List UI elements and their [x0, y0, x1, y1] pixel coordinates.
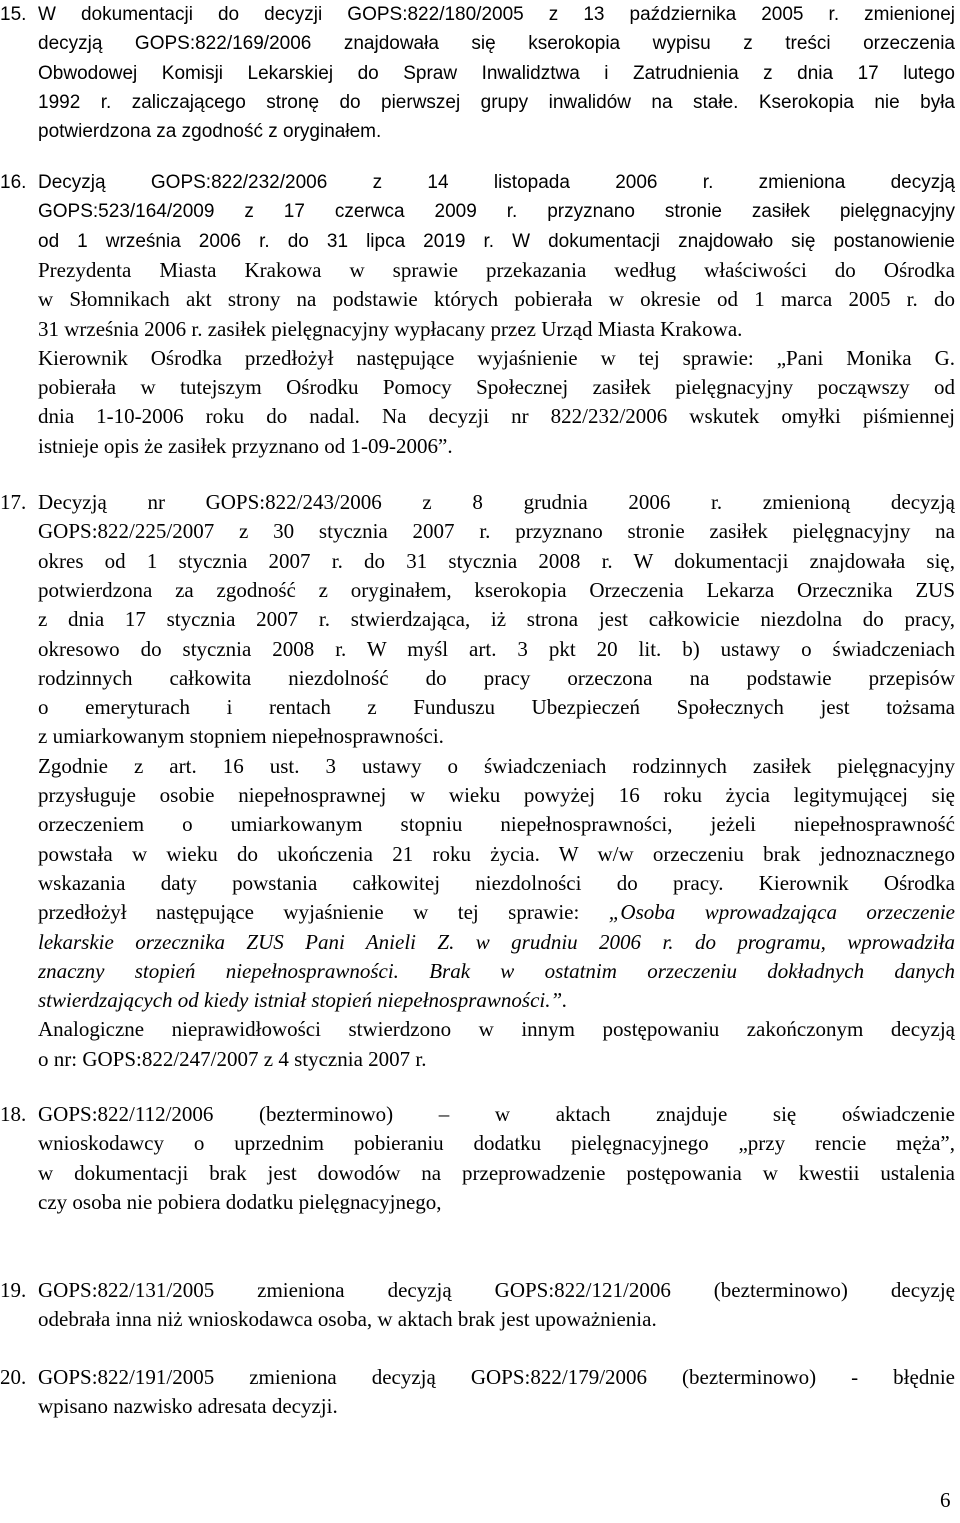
text-line	[38, 1276, 955, 1305]
line-text: od 1 września 2006 r. do 31 lipca 2019 r. W dokumentacji znajdowało się postanowienie	[38, 230, 955, 252]
text-line	[38, 635, 955, 664]
text-line	[38, 693, 955, 722]
line-text: w Słomnikach akt strony na podstawie których pobierała w okresie od 1 marca 2005 r. do	[38, 287, 955, 312]
text-line	[38, 1129, 955, 1158]
text-line	[38, 117, 955, 146]
line-text: istnieje opis że zasiłek przyznano od 1-09-2006”.	[38, 433, 453, 458]
line-text: orzeczeniem o umiarkowanym stopniu niepełnosprawności, jeżeli niepełnosprawność	[38, 812, 955, 837]
line-text: Analogiczne nieprawidłowości stwierdzono w innym postępowaniu zakończonym decyzją	[38, 1017, 955, 1042]
text-line	[38, 1188, 955, 1217]
line-text: GOPS:822/112/2006 (bezterminowo) – w aktach znajduje się oświadczenie	[38, 1102, 955, 1126]
line-text: czy osoba nie pobiera dodatku pielęgnacyjnego,	[38, 1189, 442, 1214]
line-text: powstała w wieku do ukończenia 21 roku życia. W w/w orzeczeniu brak jednoznacznego	[38, 841, 955, 866]
line-text: odebrała inna niż wnioskodawca osoba, w aktach brak jest upoważnienia.	[38, 1307, 657, 1332]
item-number: 19.	[0, 1278, 27, 1302]
text-line	[38, 781, 955, 810]
text-line	[38, 810, 955, 839]
text-line	[38, 373, 955, 402]
text-line	[38, 576, 955, 605]
line-text: Obwodowej Komisji Lekarskiej do Spraw Inwalidztwa i Zatrudnienia z dnia 17 lutego	[38, 62, 955, 84]
item-number: 17.	[0, 490, 27, 514]
text-line	[38, 517, 955, 546]
line-text: w dokumentacji brak jest dowodów na przeprowadzenie postępowania w kwestii ustalenia	[38, 1160, 955, 1185]
line-text: potwierdzona za zgodność z oryginałem, kserokopia Orzeczenia Lekarza Orzecznika ZUS	[38, 577, 955, 602]
text-line	[38, 1392, 955, 1421]
line-text: Zgodnie z art. 16 ust. 3 ustawy o świadczeniach rodzinnych zasiłek pielęgnacyjny	[38, 753, 955, 778]
text-line	[38, 869, 955, 898]
text-line	[38, 957, 955, 986]
text-line	[38, 315, 955, 344]
text-line	[38, 285, 955, 314]
text-line	[38, 488, 955, 517]
line-text: stwierdzających od kiedy istniał stopień niepełnosprawności.”.	[38, 988, 568, 1013]
text-line	[38, 547, 955, 576]
text-line	[38, 88, 955, 117]
text-line	[38, 722, 955, 751]
text-line	[38, 227, 955, 256]
line-text: przedłożył następujące wyjaśnienie w tej sprawie:	[38, 900, 580, 925]
line-text: lekarskie orzecznika ZUS Pani Anieli Z. w grudniu 2006 r. do programu, wprowadziła	[38, 929, 955, 954]
text-line	[38, 752, 955, 781]
text-line	[38, 986, 955, 1015]
text-line	[38, 840, 955, 869]
item-number: 16.	[0, 172, 27, 193]
line-text: o nr: GOPS:822/247/2007 z 4 stycznia 2007 r.	[38, 1046, 427, 1071]
line-text: z dnia 17 stycznia 2007 r. stwierdzająca, iż strona jest całkowicie niezdolna do pracy,	[38, 607, 955, 632]
line-text: GOPS:822/131/2005 zmieniona decyzją GOPS:822/121/2006 (bezterminowo) decyzję	[38, 1278, 955, 1302]
text-line	[38, 1305, 955, 1334]
item-number: 18.	[0, 1102, 27, 1126]
line-text: o emeryturach i rentach z Funduszu Ubezpieczeń Społecznych jest tożsama	[38, 695, 955, 720]
text-line	[38, 605, 955, 634]
text-line	[38, 1100, 955, 1129]
line-text: wskazania daty powstania całkowitej niezdolności do pracy. Kierownik Ośrodka	[38, 870, 955, 895]
line-text: z umiarkowanym stopniem niepełnosprawności.	[38, 724, 444, 749]
text-line	[38, 1363, 955, 1392]
item-number: 15.	[0, 4, 27, 25]
line-text: decyzją GOPS:822/169/2006 znajdowała się kserokopia wypisu z treści orzeczenia	[38, 33, 955, 55]
line-text: Decyzją GOPS:822/232/2006 z 14 listopada 2006 r. zmieniona decyzją	[38, 172, 955, 193]
line-text: przysługuje osobie niepełnosprawnej w wieku powyżej 16 roku życia legitymującej się	[38, 783, 955, 807]
text-line	[38, 1159, 955, 1188]
text-line	[38, 898, 955, 927]
line-text: rodzinnych całkowita niezdolność do pracy orzeczona na podstawie przepisów	[38, 665, 955, 690]
item-number: 20.	[0, 1365, 27, 1389]
text-line	[38, 1015, 955, 1044]
text-line	[38, 928, 955, 957]
text-line	[38, 29, 955, 58]
text-line	[38, 664, 955, 693]
line-text: W dokumentacji do decyzji GOPS:822/180/2005 z 13 października 2005 r. zmienionej	[38, 4, 955, 25]
line-text-italic: „Osoba wprowadzająca orzeczenie	[579, 900, 955, 925]
text-line	[38, 168, 955, 197]
text-line	[38, 59, 955, 88]
text-line	[38, 432, 955, 461]
line-text: GOPS:822/225/2007 z 30 stycznia 2007 r. przyznano stronie zasiłek pielęgnacyjny na	[38, 519, 955, 544]
line-text: wpisano nazwisko adresata decyzji.	[38, 1394, 338, 1419]
line-text: pobierała w tutejszym Ośrodku Pomocy Społecznej zasiłek pielęgnacyjny począwszy od	[38, 375, 955, 400]
line-text: 31 września 2006 r. zasiłek pielęgnacyjny wypłacany przez Urząd Miasta Krakowa.	[38, 316, 743, 341]
page-number: 6	[940, 1488, 951, 1512]
line-text: znaczny stopień niepełnosprawności. Brak w ostatnim orzeczeniu dokładnych danych	[38, 958, 955, 983]
text-line	[38, 0, 955, 29]
text-line	[38, 1045, 955, 1074]
line-text: Prezydenta Miasta Krakowa w sprawie przekazania według właściwości do Ośrodka	[38, 257, 955, 282]
text-line	[38, 197, 955, 226]
line-text: Kierownik Ośrodka przedłożył następujące wyjaśnienie w tej sprawie: „Pani Monika G.	[38, 345, 955, 370]
line-text: Decyzją nr GOPS:822/243/2006 z 8 grudnia 2006 r. zmienioną decyzją	[38, 490, 955, 514]
line-text: GOPS:523/164/2009 z 17 czerwca 2009 r. przyznano stronie zasiłek pielęgnacyjny	[38, 201, 955, 223]
text-line	[38, 402, 955, 431]
line-text: dnia 1-10-2006 roku do nadal. Na decyzji nr 822/232/2006 wskutek omyłki piśmiennej	[38, 404, 955, 429]
line-text: okres od 1 stycznia 2007 r. do 31 stycznia 2008 r. W dokumentacji znajdowała się,	[38, 548, 955, 573]
text-line	[38, 344, 955, 373]
line-text: wnioskodawcy o uprzednim pobieraniu dodatku pielęgnacyjnego „przy rencie męża”,	[38, 1131, 955, 1156]
line-text: okresowo do stycznia 2008 r. W myśl art. 3 pkt 20 lit. b) ustawy o świadczeniach	[38, 636, 955, 661]
text-line	[38, 256, 955, 285]
line-text: potwierdzona za zgodność z oryginałem.	[38, 121, 382, 143]
line-text: 1992 r. zaliczającego stronę do pierwszej grupy inwalidów na stałe. Kserokopia nie była	[38, 91, 955, 113]
line-text: GOPS:822/191/2005 zmieniona decyzją GOPS:822/179/2006 (bezterminowo) - błędnie	[38, 1365, 955, 1389]
